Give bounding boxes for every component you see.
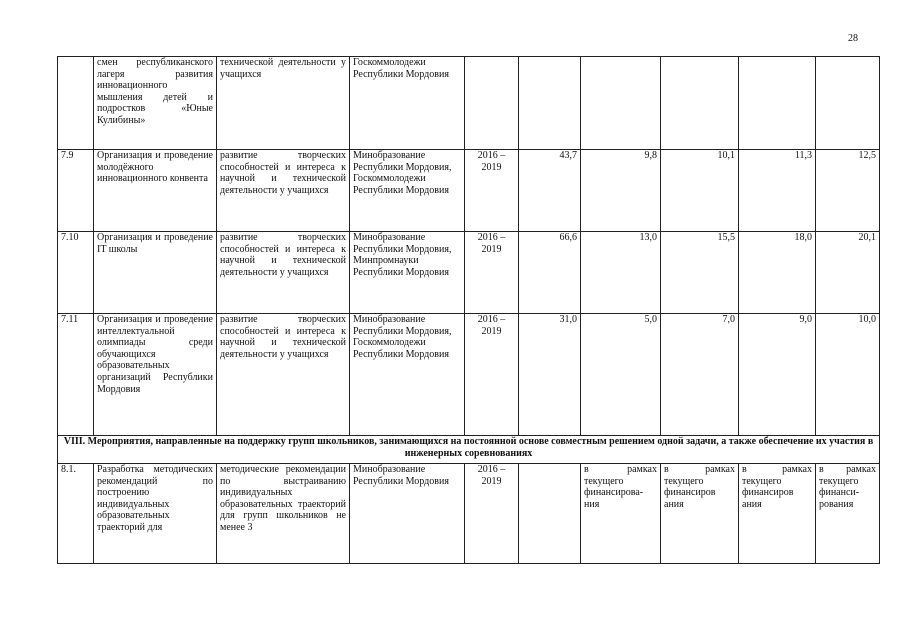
total-cell: 31,0 (519, 314, 581, 436)
years-cell: 2016 – 2019 (465, 464, 519, 564)
event-cell: Организация и проведение интеллектуальной олимпиады среди обучающихся образовательных организаций Республики Мордовия (94, 314, 217, 436)
total-cell (519, 464, 581, 564)
value-2018-cell (739, 57, 816, 150)
goal-cell: развитие творческих способностей и интереса к научной и технической деятельности у учащихся (217, 314, 350, 436)
value-2017-cell: 15,5 (661, 232, 739, 314)
value-2016-cell (581, 57, 661, 150)
value-2019-cell (816, 57, 880, 150)
years-cell: 2016 – 2019 (465, 314, 519, 436)
value-2018-cell: 11,3 (739, 150, 816, 232)
value-2018-cell: 18,0 (739, 232, 816, 314)
goal-cell: развитие творческих способностей и интереса к научной и технической деятельности у учащихся (217, 232, 350, 314)
section-heading-row (58, 436, 880, 464)
years-cell: 2016 – 2019 (465, 232, 519, 314)
table-row (58, 150, 880, 232)
row-number: 7.11 (58, 314, 94, 436)
executor-cell: Минобразование Республики Мордовия, Минпромнауки Республики Мордовия (350, 232, 465, 314)
row-number: 7.10 (58, 232, 94, 314)
event-cell: Организация и проведение IT школы (94, 232, 217, 314)
page-number: 28 (848, 33, 858, 44)
row-number (58, 57, 94, 150)
event-cell: Организация и проведение молодёжного инновационного конвента (94, 150, 217, 232)
total-cell: 43,7 (519, 150, 581, 232)
value-2019-cell: 10,0 (816, 314, 880, 436)
value-2017-cell (661, 57, 739, 150)
value-2017-cell: в рамках текущего финансиров ания (661, 464, 739, 564)
section-heading: VIII. Мероприятия, направленные на поддержку групп школьников, занимающихся на постоянной основе совместным решением одной задачи, а также обеспечение их участия в инженерных соревнованиях (58, 436, 880, 464)
program-table (57, 56, 880, 564)
table-row (58, 232, 880, 314)
table-row (58, 314, 880, 436)
value-2017-cell: 7,0 (661, 314, 739, 436)
row-number: 8.1. (58, 464, 94, 564)
value-2018-cell: в рамках текущего финансиров ания (739, 464, 816, 564)
executor-cell: Госкоммолодежи Республики Мордовия (350, 57, 465, 150)
executor-cell: Минобразование Республики Мордовия, Госкоммолодежи Республики Мордовия (350, 314, 465, 436)
table-row (58, 464, 880, 564)
event-cell: смен республиканского лагеря развития инновационного мышления детей и подростков «Юные Кулибины» (94, 57, 217, 150)
value-2016-cell: 5,0 (581, 314, 661, 436)
value-2019-cell: в рамках текущего финанси-рования (816, 464, 880, 564)
table-row (58, 57, 880, 150)
executor-cell: Минобразование Республики Мордовия (350, 464, 465, 564)
event-cell: Разработка методических рекомендаций по построению индивидуальных образовательных траекторий для (94, 464, 217, 564)
value-2016-cell: в рамках текущего финансирова-ния (581, 464, 661, 564)
value-2016-cell: 9,8 (581, 150, 661, 232)
years-cell (465, 57, 519, 150)
value-2016-cell: 13,0 (581, 232, 661, 314)
value-2018-cell: 9,0 (739, 314, 816, 436)
value-2019-cell: 12,5 (816, 150, 880, 232)
goal-cell: развитие творческих способностей и интереса к научной и технической деятельности у учащихся (217, 150, 350, 232)
goal-cell: методические рекомендации по выстраиванию индивидуальных образовательных траекторий для групп школьников не менее 3 (217, 464, 350, 564)
value-2017-cell: 10,1 (661, 150, 739, 232)
total-cell (519, 57, 581, 150)
value-2019-cell: 20,1 (816, 232, 880, 314)
row-number: 7.9 (58, 150, 94, 232)
executor-cell: Минобразование Республики Мордовия, Госкоммолодежи Республики Мордовия (350, 150, 465, 232)
total-cell: 66,6 (519, 232, 581, 314)
years-cell: 2016 – 2019 (465, 150, 519, 232)
goal-cell: технической деятельности у учащихся (217, 57, 350, 150)
